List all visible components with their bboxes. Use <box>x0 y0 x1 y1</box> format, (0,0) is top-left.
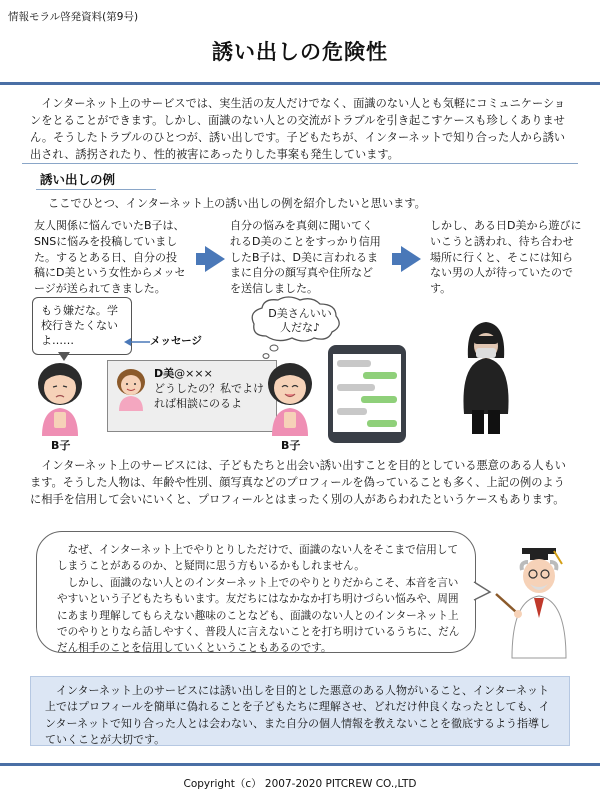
speech-bubble-girl <box>32 297 132 355</box>
professor-paragraph-1: なぜ、インターネット上でやりとりしただけで、面識のない人をそこまで信用してしまうことがあるのか、と疑問に思う方もいるかもしれません。 <box>57 544 459 573</box>
section-lead: ここでひとつ、インターネット上の誘い出しの例を紹介したいと思います。 <box>48 197 426 210</box>
worried-girl-icon <box>30 358 90 438</box>
message-arrow-icon <box>122 336 152 350</box>
professor-speech-bubble <box>36 531 476 653</box>
professor-paragraph-2: しかし、面識のない人とのインターネット上でのやりとりだからこそ、本音を言いやすいという子どもたちもいます。友だちにはなかなか打ち明けづらい悩みや、周囲にあまり理解してもらえない趣味のことなども、面識のない人とのインターネット上でのやりとりなら話しやすく、普段人に言えないことを打ち明けているうちに、だんだん相手のことを信用していくということもあるのです。 <box>57 576 460 655</box>
footer-rule <box>0 763 600 766</box>
girl-label-2: B子 <box>281 439 301 452</box>
arrow-right-icon <box>205 246 225 272</box>
warning-paragraph: インターネット上のサービスには、子どもたちと出会い誘い出すことを目的としている悪意のある人もいます。そうした人物は、年齢や性別、顔写真などのプロフィールを偽っていることも多く、上記の例のように相手を信用して会いにいくと、プロフィールとはまったく別の人があらわれたというケースもあります。 <box>30 459 566 506</box>
bubble-tail <box>470 580 492 604</box>
girl-label-1: B子 <box>51 439 71 452</box>
message-box <box>107 360 277 432</box>
professor-icon <box>494 540 584 660</box>
arrow-right-icon <box>401 246 421 272</box>
section-heading: 誘い出しの例 <box>40 172 116 187</box>
suspicious-man-icon <box>458 318 514 436</box>
woman-avatar-icon <box>114 367 148 411</box>
heading-underline <box>36 189 156 190</box>
intro-paragraph: インターネット上のサービスでは、実生活の友人だけでなく、面識のない人とも気軽にコミュニケーションをとることができます。しかし、面識のない人との交流がトラブルを引き起こすケースも珍しくありません。そうしたトラブルのひとつが、誘い出しです。子どもたちが、インターネットで知り合った人から誘い出され、誘拐されたり、性的被害にあったりした事案も発生しています。 <box>30 97 566 161</box>
summary-box: インターネット上のサービスには誘い出しを目的とした悪意のある人物がいること、インターネット上ではプロフィールを簡単に偽れることを子どもたちに理解させ、どれだけ仲良くなったとしても、インターネットで知り合った人とは会わない、また自分の個人情報を教えないことを徹底するよう指導していくことが大切です。 <box>30 676 570 746</box>
message-label: メッセージ <box>150 335 202 347</box>
bubble-text: もう嫌だな。学校行きたくないよ…… <box>41 304 118 347</box>
series-label: 情報モラル啓発資料(第9号) <box>8 11 139 23</box>
step-3-text: しかし、ある日D美から遊びにいこうと誘われ、待ち合わせ場所に行くと、そこには知らない男の人が待っていたのです。 <box>430 219 582 296</box>
smartphone-chat-icon <box>327 344 407 444</box>
message-sender: D美 <box>154 367 175 380</box>
thought-text: D美さんいい人だな♪ <box>268 307 332 334</box>
section-divider <box>22 163 578 164</box>
step-1-text: 友人関係に悩んでいたB子は、SNSに悩みを投稿していました。するとある日、自分の投稿にD美という女性からメッセージが送られてきました。 <box>34 219 186 296</box>
step-2-text: 自分の悩みを真剣に聞いてくれるD美のことをすっかり信用したB子は、D美に言われるままに自分の顔写真や住所などを送信しました。 <box>230 219 381 296</box>
message-sender-id: @××× <box>174 367 213 380</box>
copyright-text: Copyright（c） 2007-2020 PITCREW CO.,LTD <box>183 778 417 790</box>
message-text: どうしたの？私でよければ相談にのるよ <box>154 382 264 410</box>
page-title: 誘い出しの危険性 <box>212 40 388 64</box>
happy-girl-icon <box>260 358 320 438</box>
header-rule <box>0 82 600 85</box>
